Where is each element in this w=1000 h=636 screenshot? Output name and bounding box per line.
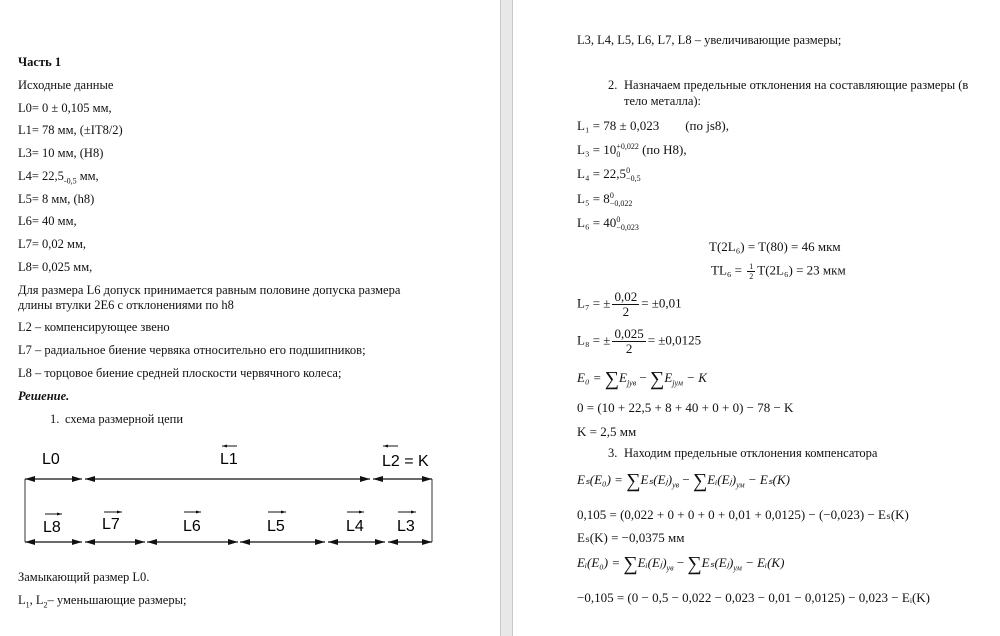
heading: Часть 1 [18, 55, 62, 69]
label-l3: L3 [397, 518, 415, 535]
eq-l8 [577, 327, 701, 356]
eq-l4 [577, 166, 641, 183]
formula: − K [682, 370, 707, 385]
label-l6: L6 [183, 518, 201, 535]
label-l7: L7 [102, 516, 120, 533]
given-l3: L3= 10 мм, (H8) [18, 146, 104, 160]
numerator: 0,025 [614, 326, 644, 341]
dimension-arrows [25, 479, 432, 542]
label-l5: L5 [267, 518, 285, 535]
lower-deviation: −0,023 [616, 223, 639, 233]
sum-symbol: ∑ [604, 368, 619, 390]
upper-deviation: 0 [626, 166, 631, 176]
eq-t2l6: T(2L₆) = T(80) = 46 мкм [709, 239, 841, 254]
eq-ei [577, 555, 784, 576]
eq-k: K = 2,5 мм [577, 424, 637, 439]
upper-deviation: 0 [616, 215, 621, 225]
formula: − Eᵢ(K) [741, 555, 785, 570]
numerator: 0,02 [614, 289, 638, 304]
source-title: Исходные данные [18, 78, 114, 92]
given-l4 [18, 169, 99, 189]
step2-line-2: тело металла): [624, 94, 702, 108]
given-l6: L6= 40 мм, [18, 214, 77, 228]
upper-deviation: +0,022 [616, 142, 639, 152]
l7-description: L7 – радиальное биение червяка относительно его подшипников; [18, 343, 366, 357]
note-line-2: длины втулки 2Е6 с отклонениями по h8 [18, 298, 234, 312]
formula: = ±0,01 [641, 295, 682, 311]
formula: Eₛ(Eⱼ) [640, 472, 673, 487]
subscript: ув [672, 480, 680, 490]
sum-symbol: ∑ [650, 368, 665, 390]
given-l8: L8= 0,025 мм, [18, 260, 93, 274]
l4-unit: мм, [76, 169, 99, 183]
eq-zero: 0 = (10 + 22,5 + 8 + 40 + 0 + 0) − 78 − K [577, 400, 794, 415]
denominator: 2 [625, 341, 633, 356]
numerator: 1 [749, 262, 754, 271]
subscript: jум [672, 378, 683, 388]
step3-number: 3. [608, 446, 618, 460]
formula: L₈ = ± [577, 332, 611, 348]
subscript: jув [626, 378, 637, 388]
eq-l5 [577, 191, 632, 208]
eq-l3 [577, 142, 687, 159]
formula: = ±0,0125 [647, 332, 702, 348]
label-l4: L4 [346, 518, 364, 535]
step1-number: 1. [50, 412, 60, 426]
eq-l7 [577, 290, 682, 319]
l2-description: L2 – компенсирующее звено [18, 320, 170, 334]
text: L [18, 593, 26, 607]
text: , L [29, 593, 44, 607]
solution-heading: Решение. [18, 389, 70, 403]
label-l8: L8 [43, 519, 61, 536]
eq-l1 [577, 118, 729, 133]
given-l5: L5= 8 мм, (h8) [18, 192, 95, 206]
lower-deviation: −0,022 [609, 199, 633, 209]
eq-l6 [577, 215, 639, 232]
step2-number: 2. [608, 78, 618, 92]
subscript: 2 [43, 600, 48, 610]
formula: Eᵢ(E₀) = [577, 555, 624, 570]
eq-tl6 [711, 262, 846, 281]
subscript: ув [666, 563, 674, 573]
eq-es [577, 472, 790, 493]
note: (по js8), [685, 118, 729, 133]
step3-text: Находим предельные отклонения компенсатора [624, 446, 878, 460]
formula: Eᵢ(Eⱼ) [637, 555, 667, 570]
note-line-1: Для размера L6 допуск принимается равным половине допуска размера [18, 283, 401, 297]
page-gap [500, 0, 513, 636]
given-l7: L7= 0,02 мм, [18, 237, 87, 251]
dimension-chain-diagram [0, 440, 500, 560]
formula: L₇ = ± [577, 295, 611, 311]
eq-ei-values: −0,105 = (0 − 0,5 − 0,022 − 0,023 − 0,01 − 0,0125) − 0,023 − Eᵢ(K) [577, 590, 931, 605]
denominator: 2 [622, 304, 630, 319]
operator: − [673, 555, 688, 570]
eq-es-k: Eₛ(K) = −0,0375 мм [577, 530, 685, 545]
step2-line-1: Назначаем предельные отклонения на составляющие размеры (в [624, 78, 969, 92]
l8-description: L8 – торцовое биение средней плоскости червячного колеса; [18, 366, 342, 380]
denominator: 2 [749, 272, 754, 281]
sum-symbol: ∑ [623, 553, 638, 575]
text: – уменьшающие размеры; [47, 593, 187, 607]
subscript: ум [733, 563, 742, 573]
upper-deviation: 0 [609, 191, 614, 201]
increasing-links: L3, L4, L5, L6, L7, L8 – увеличивающие размеры; [577, 33, 842, 47]
l4-value: L4= 22,5 [18, 169, 64, 183]
formula: T(2L₆) = 23 мкм [757, 262, 846, 278]
label-l0: L0 [42, 451, 60, 468]
sum-symbol: ∑ [687, 553, 702, 575]
formula: E [664, 370, 673, 385]
formula: Eₛ(Eⱼ) [701, 555, 734, 570]
formula: Eᵢ(Eⱼ) [707, 472, 737, 487]
l4-deviation: -0,5 [63, 176, 77, 186]
step1-text: схема размерной цепи [65, 412, 184, 426]
formula: TL₆ = [711, 262, 746, 278]
subscript: 1 [25, 600, 30, 610]
given-l0: L0= 0 ± 0,105 мм, [18, 101, 112, 115]
sum-symbol: ∑ [626, 470, 641, 492]
formula: L₆ = 40 [577, 215, 617, 230]
formula: Eₛ(E₀) = [577, 472, 627, 487]
operator: − [679, 472, 693, 487]
closing-link: Замыкающий размер L0. [18, 570, 150, 584]
label-l2: L2 = K [382, 453, 429, 470]
formula: − Eₛ(K) [744, 472, 791, 487]
formula: E [619, 370, 627, 385]
lower-deviation: 0 [616, 150, 621, 160]
label-l1: L1 [220, 451, 238, 468]
eq-es-values: 0,105 = (0,022 + 0 + 0 + 0 + 0,01 + 0,0125) − (−0,023) − Eₛ(K) [577, 507, 909, 522]
formula: L₅ = 8 [577, 191, 610, 206]
decreasing-links [18, 593, 186, 613]
operator: − [636, 370, 651, 385]
lower-deviation: −0,5 [626, 174, 641, 184]
sum-symbol: ∑ [693, 470, 708, 492]
formula: E₀ = [577, 370, 605, 385]
formula: L₁ = 78 ± 0,023 [577, 118, 660, 133]
subscript: ум [736, 480, 745, 490]
given-l1: L1= 78 мм, (±IT8/2) [18, 123, 123, 137]
eq-e0 [577, 370, 707, 391]
document-page-right [513, 0, 1000, 636]
formula: L₃ = 10 [577, 142, 617, 157]
note: (по H8), [638, 142, 687, 157]
formula: L₄ = 22,5 [577, 166, 627, 181]
